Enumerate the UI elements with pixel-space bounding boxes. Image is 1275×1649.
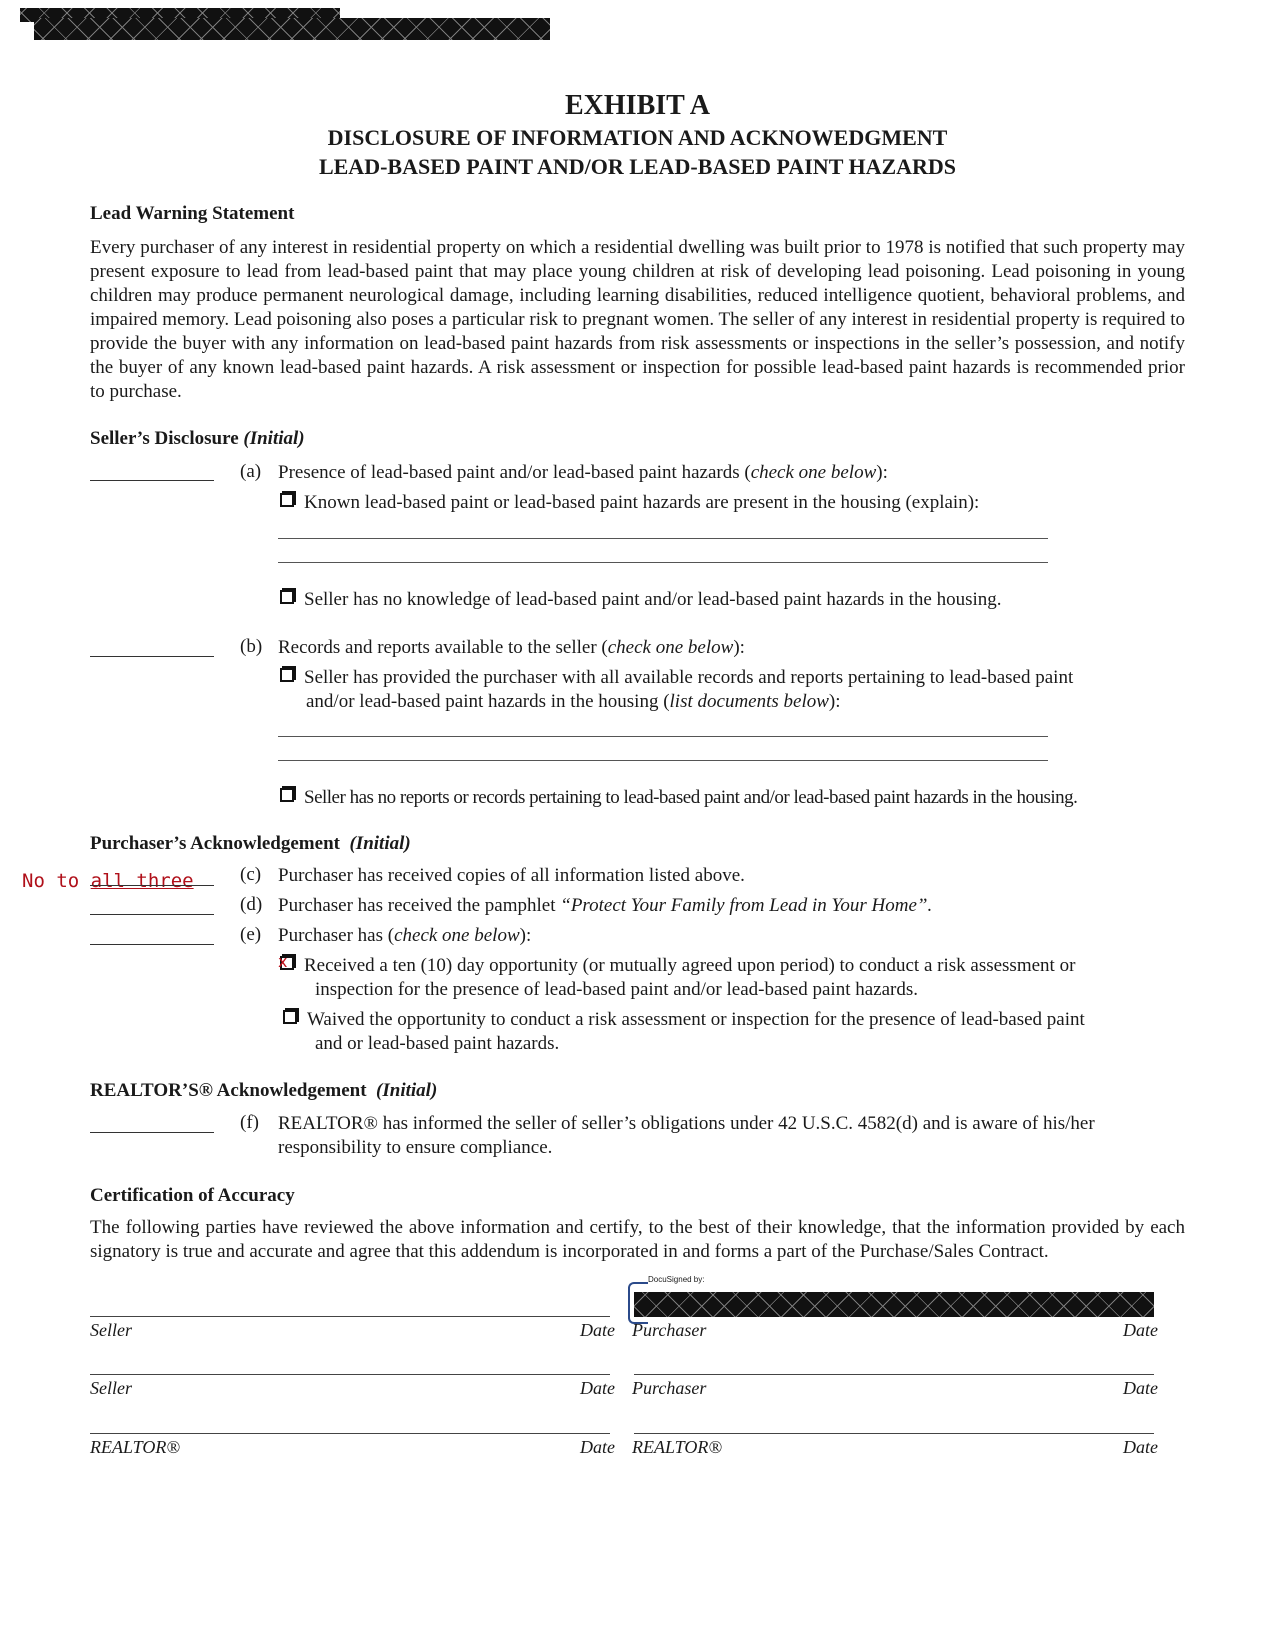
item-f-line1: REALTOR® has informed the seller of seller’s obligations under 42 U.S.C. 4582(d) and is aware of his/her [278,1113,1095,1134]
docusign-label: DocuSigned by: [648,1275,705,1284]
option-e2-line2: and or lead-based paint hazards. [315,1033,560,1054]
purchaser-initial-c-field[interactable] [90,885,214,886]
documents-line-1[interactable] [278,736,1048,737]
option-e1-line2: inspection for the presence of lead-based paint and/or lead-based paint hazards. [315,979,918,1000]
option-b1 [280,666,1073,690]
option-b2 [280,786,1077,810]
item-f-line2: responsibility to ensure compliance. [278,1137,553,1158]
realtor-signature-line-2[interactable] [634,1433,1154,1434]
item-f-label: (f) [240,1112,259,1133]
item-b-main: Records and reports available to the seller ( [278,637,608,658]
purchaser-label-2: Purchaser [632,1378,707,1398]
seller-signature-line-2[interactable] [90,1374,610,1375]
item-b-check: check one below [607,637,734,658]
realtor-date-label-2: Date [1123,1437,1158,1457]
page-title: EXHIBIT A [565,90,710,121]
certification-heading: Certification of Accuracy [90,1185,295,1206]
purchaser-initial-e-field[interactable] [90,944,214,945]
lead-warning-body: Every purchaser of any interest in residential property on which a residential dwelling was built prior to 1978 is notified that such property may present exposure to lead from lead-based paint that may place young children at risk of developing lead poisoning. Lead poisoning in young children may produce permanent neurological damage, including learning disabilities, reduced intelligence quotient, behavioral problems, and impaired memory. Lead poisoning also poses a particular risk to pregnant women. The seller of any interest in residential property is required to provide the buyer with any information on lead-based paint hazards from risk assessments or inspections in the seller’s possession, and notify the buyer of any known lead-based paint hazards. A risk assessment or inspection for possible lead-based paint hazards is recommended prior to purchase. [90,237,1185,402]
item-b-close: ): [733,637,745,658]
seller-initial-a-field[interactable] [90,480,214,481]
option-a1 [280,491,979,515]
explain-line-1[interactable] [278,538,1048,539]
item-a-main: Presence of lead-based paint and/or lead-based paint hazards ( [278,462,751,483]
realtor-heading-text: REALTOR’S® Acknowledgement [90,1080,367,1101]
lead-warning-heading: Lead Warning Statement [90,203,295,224]
seller-disclosure-heading [90,428,305,450]
item-b-label: (b) [240,636,263,657]
option-a2-text: Seller has no knowledge of lead-based paint and/or lead-based paint hazards in the housing. [304,589,1002,610]
purchaser-initial-d-field[interactable] [90,914,214,915]
option-b2-text: Seller has no reports or records pertaining to lead-based paint and/or lead-based paint hazards in the housing. [304,787,1078,808]
option-b1-line1: Seller has provided the purchaser with all available records and reports pertaining to lead-based paint [304,667,1074,688]
seller-label-1: Seller [90,1320,132,1340]
checkbox-a1[interactable] [280,493,294,507]
documents-line-2[interactable] [278,760,1048,761]
option-b1-line2 [306,690,841,714]
purchaser-heading-initial: (Initial) [349,833,411,854]
realtor-label-2: REALTOR® [632,1437,722,1457]
purchaser-date-label-1: Date [1123,1320,1158,1340]
page-subtitle-2: LEAD-BASED PAINT AND/OR LEAD-BASED PAINT HAZARDS [318,154,957,179]
checkbox-e1[interactable] [278,952,294,971]
seller-date-label-2: Date [580,1378,615,1398]
option-a1-text: Known lead-based paint or lead-based paint hazards are present in the housing (explain): [304,492,980,513]
item-e-text [278,924,531,948]
realtor-signature-line-1[interactable] [90,1433,610,1434]
item-d-text [278,894,932,918]
option-b1-line2-text: and/or lead-based paint hazards in the housing ( [306,691,670,712]
purchaser-date-label-2: Date [1123,1378,1158,1398]
item-e-check: check one below [394,925,520,946]
seller-initial-b-field[interactable] [90,656,214,657]
option-e2 [283,1008,1085,1032]
checkbox-e2[interactable] [283,1010,297,1024]
checkbox-a2[interactable] [280,590,294,604]
item-a-close: ): [876,462,888,483]
seller-signature-line-1[interactable] [90,1316,610,1317]
realtor-label-1: REALTOR® [90,1437,180,1457]
handwritten-no: No to [22,870,80,892]
item-a-check: check one below [750,462,877,483]
item-a-text [278,461,888,485]
realtor-initial-f-field[interactable] [90,1132,214,1133]
seller-date-label-1: Date [580,1320,615,1340]
redacted-header-bottom [34,18,550,40]
page-subtitle-1: DISCLOSURE OF INFORMATION AND ACKNOWEDGMENT [327,125,948,150]
option-e1-line1: Received a ten (10) day opportunity (or mutually agreed upon period) to conduct a risk assessment or [304,955,1076,976]
checkbox-b1[interactable] [280,668,294,682]
redacted-purchaser-signature [634,1292,1154,1317]
certification-body: The following parties have reviewed the above information and certify, to the best of their knowledge, that the information provided by each signatory is true and accurate and agree that this addendum is incorporated in and forms a part of the Purchase/Sales Contract. [90,1217,1185,1262]
handwritten-all-three: all three [90,870,194,892]
option-b1-list: list documents below [669,691,829,712]
checkbox-b2[interactable] [280,788,294,802]
realtor-ack-heading [90,1080,437,1102]
explain-line-2[interactable] [278,562,1048,563]
item-d-pamphlet: “Protect Your Family from Lead in Your Home”. [560,895,933,916]
item-c-label: (c) [240,864,262,885]
item-a-label: (a) [240,461,262,482]
option-b1-close: ): [828,691,841,712]
realtor-date-label-1: Date [580,1437,615,1457]
seller-label-2: Seller [90,1378,132,1398]
purchaser-label-1: Purchaser [632,1320,707,1340]
option-e1 [280,954,1075,978]
item-e-close: ): [519,925,532,946]
option-a2 [280,588,1002,612]
purchaser-signature-line-2[interactable] [634,1374,1154,1375]
realtor-heading-initial: (Initial) [376,1080,438,1101]
item-d-label: (d) [240,894,263,915]
purchaser-heading-text: Purchaser’s Acknowledgement [90,833,340,854]
handwritten-note [22,870,194,892]
option-e2-line1: Waived the opportunity to conduct a risk assessment or inspection for the presence of lead-based paint [307,1009,1085,1030]
seller-heading-text: Seller’s Disclosure [90,428,239,449]
checkbox-e1-mark: x [278,952,288,971]
item-d-main: Purchaser has received the pamphlet [278,895,561,916]
item-e-main: Purchaser has ( [278,925,395,946]
item-e-label: (e) [240,924,262,945]
seller-heading-initial: (Initial) [243,428,305,449]
item-b-text [278,636,745,660]
item-c-text: Purchaser has received copies of all information listed above. [278,865,745,886]
purchaser-ack-heading [90,833,411,855]
